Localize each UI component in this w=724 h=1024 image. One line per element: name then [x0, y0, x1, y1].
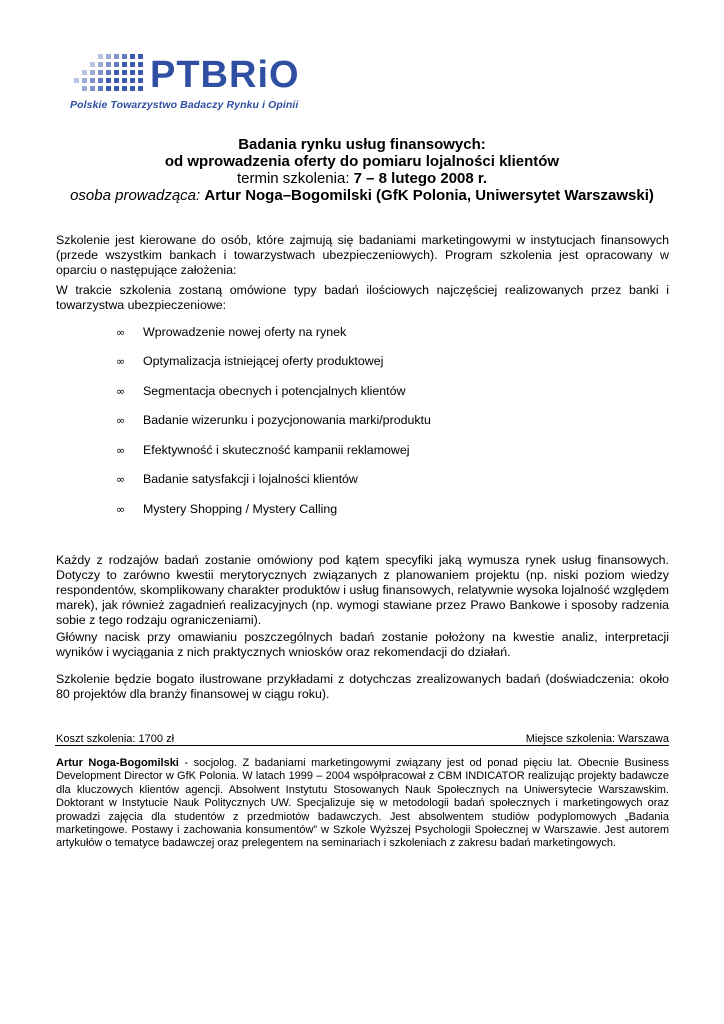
infinity-bullet-icon: ∞: [116, 414, 126, 427]
training-date-value: 7 – 8 lutego 2008 r.: [353, 170, 488, 187]
bio-text: - socjolog. Z badaniami marketingowymi związany jest od ponad pięciu lat. Obecnie Business Development Director w GfK Polonia. W latach 1999 – 2004 współpracował z CBM INDICATOR realizując projekty badawcze dla kluczowych klientów agencji. Absolwent Instytutu Stosowanych Nauk Społecznych na Uniwersytecie Warszawskim. Doktorant w Instytucie Nauk Politycznych UW. Specjalizuje się w metodologii badań społecznych i marketingowych oraz prowadzi zajęcia dla studentów z przedmiotów badawczych. Jest absolwentem studiów podyplomowych „Badania marketingowe. Postawy i zachowania konsumentów” w Szkole Wyższej Psychologii Społecznej w Warszawie. Jest autorem artykułów o tematyce badawczej oraz prelegentem na seminariach i szkoleniach z zakresu badań marketingowych.: [56, 757, 669, 850]
focus-paragraph: Główny nacisk przy omawianiu poszczególnych badań zostanie położony na kwestie analiz, interpretacji wyników i wyciągania z nich praktycznych wniosków oraz rekomendacji do działań.: [56, 630, 669, 659]
training-presenter: [50, 187, 674, 204]
infinity-bullet-icon: ∞: [116, 385, 126, 398]
training-date-label: termin szkolenia:: [236, 170, 354, 187]
logo-wordmark: PTBRiO: [150, 54, 300, 96]
bio-name: Artur Noga-Bogomilski: [56, 757, 179, 769]
presenter-label: osoba prowadząca:: [70, 187, 205, 204]
logo-subtitle: Polskie Towarzystwo Badaczy Rynku i Opinii: [70, 99, 299, 111]
logo-pixel-mark-icon: [68, 52, 152, 98]
infinity-bullet-icon: ∞: [116, 355, 126, 368]
scope-paragraph: W trakcie szkolenia zostaną omówione typy badań ilościowych najczęściej realizowanych przez banki i towarzystwa ubezpieczeniowe:: [56, 283, 669, 312]
training-title-line-1: Badania rynku usług finansowych:: [238, 136, 486, 153]
training-title-block: [50, 136, 674, 204]
infinity-bullet-icon: ∞: [116, 326, 126, 339]
presenter-bio: [56, 757, 669, 851]
training-place: Miejsce szkolenia: Warszawa: [525, 733, 669, 745]
infinity-bullet-icon: ∞: [116, 473, 126, 486]
training-date: [50, 170, 674, 187]
specifics-paragraph: Każdy z rodzajów badań zostanie omówiony pod kątem specyfiki jaką wymusza rynek usług finansowych. Dotyczy to zarówno kwestii merytorycznych związanych z planowaniem projektu (np. niski poziom wiedzy respondentów, skomplikowany charakter produktów i usług finansowych, relatywnie wysoka lojalność względem marek), jak również zagadnień realizacyjnych (np. wymogi stawiane przez Prawo Bankowe i sposoby radzenia sobie z tego rodzaju ograniczeniami).: [56, 553, 669, 627]
training-title-line-2: od wprowadzenia oferty do pomiaru lojalności klientów: [164, 153, 560, 170]
infinity-bullet-icon: ∞: [116, 444, 126, 457]
examples-paragraph: Szkolenie będzie bogato ilustrowane przykładami z dotychczas zrealizowanych badań (doświadczenia: około 80 projektów dla branży finansowej w ciągu roku).: [56, 672, 669, 701]
training-cost: Koszt szkolenia: 1700 zł: [56, 733, 175, 745]
ptbrio-logo: [68, 52, 308, 112]
intro-paragraph: Szkolenie jest kierowane do osób, które zajmują się badaniami marketingowymi w instytucjach finansowych (przede wszystkim bankach i towarzystwach ubezpieczeniowych). Program szkolenia jest opracowany w oparciu o następujące założenia:: [56, 233, 669, 277]
footer-divider: [55, 745, 669, 746]
presenter-value: Artur Noga–Bogomilski (GfK Polonia, Uniwersytet Warszawski): [204, 187, 654, 204]
infinity-bullet-icon: ∞: [116, 503, 126, 516]
